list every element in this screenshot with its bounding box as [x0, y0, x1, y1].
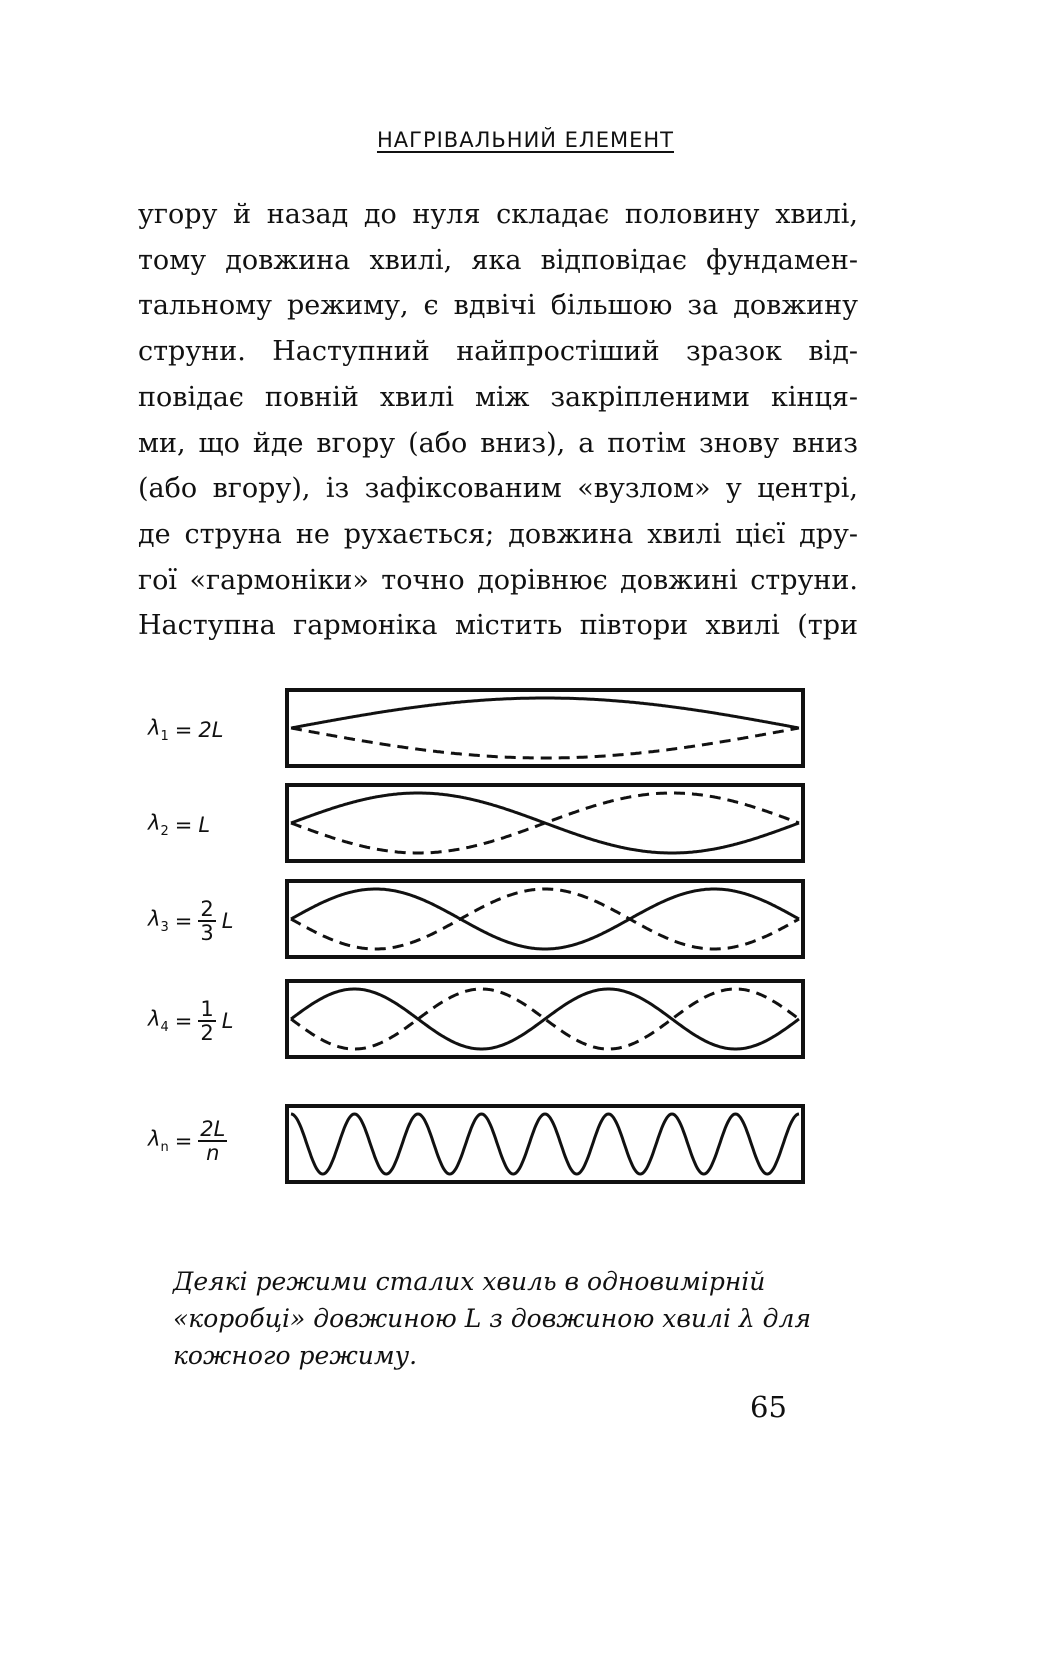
wave-solid-mode-1: [291, 698, 799, 728]
body-line: де струна не рухається; довжина хвилі цієї дру-: [138, 518, 858, 550]
wave-dashed-mode-2: [291, 793, 799, 853]
wave-solid-mode-5: [291, 1114, 799, 1174]
figure-caption: [173, 1263, 813, 1374]
body-line: струни. Наступний найпростіший зразок від-: [138, 336, 858, 368]
fraction: $\frac{2L}{n}$: [200, 1117, 226, 1165]
wave-dashed-mode-3: [291, 889, 799, 949]
running-header: НАГРІВАЛЬНИЙ ЕЛЕМЕНТ: [376, 128, 674, 152]
body-line: гої «гармоніки» точно дорівнює довжині струни.: [138, 564, 858, 596]
formula-mode-2: $\lambda_2$ = L: [148, 811, 211, 839]
wave-dashed-mode-1: [291, 728, 799, 758]
box-mode-5: [287, 1106, 803, 1182]
caption-line: кожного режиму.: [173, 1341, 418, 1370]
body-line: ми, що йде вгору (або вниз), а потім знову вниз: [138, 427, 858, 459]
formula-mode-4: $\lambda_4$ = $\frac{1}{2}$ L: [148, 997, 234, 1045]
body-line: повідає повній хвилі між закріпленими кінця-: [138, 381, 858, 413]
page-number: 65: [750, 1390, 787, 1424]
formula-mode-n: $\lambda_n$ = $\frac{2L}{n}$: [148, 1117, 226, 1165]
body-line: тальному режиму, є вдвічі більшою за довжину: [138, 290, 858, 322]
formula-mode-3: $\lambda_3$ = $\frac{2}{3}$ L: [148, 897, 234, 945]
caption-line: Деякі режими сталих хвиль в одновимірній: [173, 1267, 766, 1296]
body-line: угору й назад до нуля складає половину хвилі,: [138, 199, 858, 230]
fraction: $\frac{1}{2}$: [200, 997, 214, 1045]
wave-solid-mode-4: [291, 989, 799, 1049]
box-mode-1: [287, 690, 803, 766]
body-line: тому довжина хвилі, яка відповідає фундамен-: [138, 244, 858, 276]
body-line: Наступна гармоніка містить півтори хвилі (три: [138, 610, 858, 642]
formula-mode-1: $\lambda_1$ = 2L: [148, 716, 224, 744]
body-line: (або вгору), із зафіксованим «вузлом» у центрі,: [138, 473, 858, 505]
fraction: $\frac{2}{3}$: [200, 897, 214, 945]
caption-line: «коробці» довжиною L з довжиною хвилі λ для: [173, 1304, 812, 1333]
box-mode-3: [287, 881, 803, 957]
wave-solid-mode-3: [291, 889, 799, 949]
